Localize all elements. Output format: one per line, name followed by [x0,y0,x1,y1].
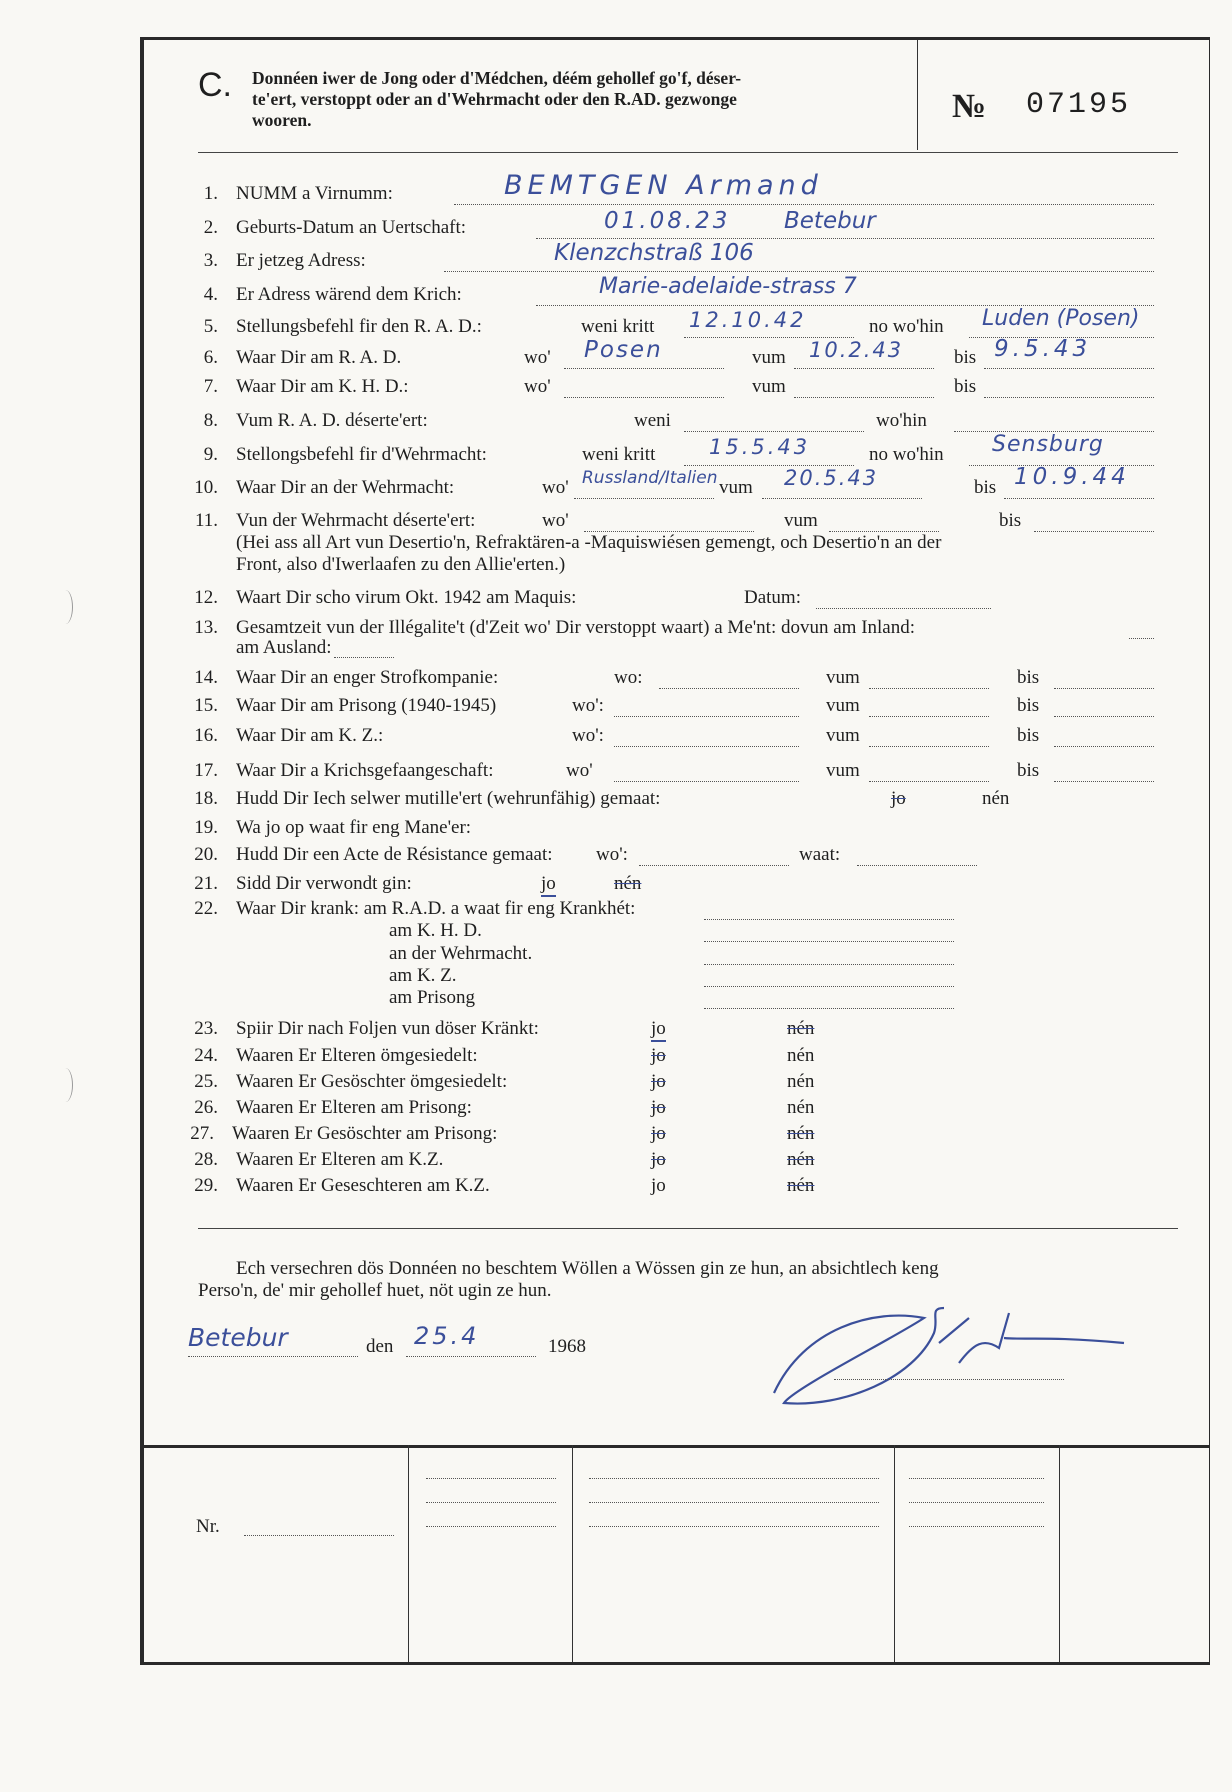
row-29-label: Waaren Er Geseschteren am K.Z. [236,1175,490,1196]
row-14-where-field[interactable] [659,688,799,689]
row-11-label: Vun der Wehrmacht déserte'ert: [236,510,476,531]
signature-date: 25.4 [414,1322,480,1350]
row-28-no[interactable]: nén [787,1149,815,1170]
form-title [252,68,741,131]
row-10-from-label: vum [719,477,753,498]
row-10-to-label: bis [974,477,997,498]
row-10-to-value: 10.9.44 [1014,464,1130,490]
row-10-from-value: 20.5.43 [784,466,879,490]
row-28-label: Waaren Er Elteren am K.Z. [236,1149,444,1170]
row-23-label: Spiir Dir nach Foljen vun döser Kränkt: [236,1018,539,1039]
row-19-label: Wa jo op waat fir eng Mane'er: [236,817,472,838]
row-15-to-label: bis [1017,695,1040,716]
row-14-number: 14. [194,667,218,688]
row-4-label: Er Adress wärend dem Krich: [236,284,462,305]
place-field[interactable] [188,1356,358,1357]
row-1-number: 1. [203,183,218,204]
row-9-label: Stellongsbefehl fir d'Wehrmacht: [236,444,487,465]
row-18-no[interactable]: nén [982,788,1010,809]
row-20-number: 20. [194,844,218,865]
footer-cell-1-line-3 [426,1526,556,1527]
footer-cell-2-line-3 [589,1526,879,1527]
row-16-where-field[interactable] [614,746,799,747]
row-6-where-label: wo' [524,347,551,368]
row-6-to-label: bis [954,347,977,368]
row-13-number: 13. [194,617,218,638]
row-14-to-label: bis [1017,667,1040,688]
row-14-where-label: wo: [614,667,643,688]
row-6-where-value: Posen [584,337,663,363]
row-13-inland-field[interactable] [1129,638,1154,639]
row-17-from-field[interactable] [869,781,989,782]
row-3-value: Klenzchstraß 106 [554,240,754,266]
row-22-khd: am K. H. D. [389,920,482,941]
row-26-number: 26. [194,1097,218,1118]
row-11-to-field[interactable] [1034,531,1154,532]
footer-cell-3-line-3 [909,1526,1044,1527]
row-20-where-label: wo': [596,844,628,865]
row-18-label: Hudd Dir Iech selwer mutille'ert (wehrunfähig) gemaat: [236,788,661,809]
punch-hole-top [58,590,73,624]
row-2-place: Betebur [784,208,876,234]
row-22-rad-field[interactable] [704,919,954,920]
row-17-where-field[interactable] [614,781,799,782]
punch-hole-bottom [58,1068,73,1102]
declaration-line-2: Perso'n, de' mir gehollef huet, nöt ugin ze hun. [198,1280,552,1301]
row-17-to-label: bis [1017,760,1040,781]
row-14-from-label: vum [826,667,860,688]
row-6-label: Waar Dir am R. A. D. [236,347,402,368]
row-9-where-label: no wo'hin [869,444,944,465]
row-12-label: Waart Dir scho virum Okt. 1942 am Maquis: [236,587,577,608]
row-10-label: Waar Dir an der Wehrmacht: [236,477,455,498]
row-6-to-value: 9.5.43 [994,336,1092,362]
row-8-label: Vum R. A. D. déserte'ert: [236,410,428,431]
form-sheet [140,37,1210,1665]
row-7-to-field[interactable] [984,397,1154,398]
row-12-date-field[interactable] [816,608,991,609]
row-14-to-field[interactable] [1054,688,1154,689]
den-label: den [366,1336,394,1357]
row-5-number: 5. [203,316,218,337]
row-2-label: Geburts-Datum an Uertschaft: [236,217,467,238]
row-8-where-label: wo'hin [876,410,927,431]
row-7-where-field[interactable] [564,397,724,398]
row-25-label: Waaren Er Gesöschter ömgesiedelt: [236,1071,508,1092]
row-9-where-value: Sensburg [992,432,1104,457]
row-20-where-field[interactable] [639,865,789,866]
declaration-line-1: Ech versechren dös Donnéen no beschtem Wöllen a Wössen gin ze hun, an absichtlech keng [236,1258,939,1279]
row-4-value: Marie-adelaide-strass 7 [599,274,857,299]
signature-field[interactable] [834,1379,1064,1380]
row-26-no[interactable]: nén [787,1097,815,1118]
footer-rule [144,1445,1209,1448]
title-line-2: te'ert, verstoppt oder an d'Wehrmacht oder den R.AD. gezwonge [252,89,737,109]
row-14-label: Waar Dir an enger Strofkompanie: [236,667,499,688]
row-6-number: 6. [203,347,218,368]
row-20-label: Hudd Dir een Acte de Résistance gemaat: [236,844,553,865]
form-number: 07195 [1026,88,1132,122]
row-22-khd-field[interactable] [704,941,954,942]
row-5-when-value: 12.10.42 [689,308,807,332]
row-22-number: 22. [194,898,218,919]
row-15-label: Waar Dir am Prisong (1940-1945) [236,695,497,716]
row-29-yes[interactable]: jo [651,1175,666,1196]
declaration-rule [198,1228,1178,1229]
row-16-from-field[interactable] [869,746,989,747]
footer-col-2 [572,1445,573,1662]
section-letter: C. [198,66,232,104]
row-20-what-label: waat: [799,844,841,865]
header-rule [198,152,1178,153]
row-28-number: 28. [194,1149,218,1170]
row-21-yes[interactable]: jo [541,873,556,897]
row-22-wehrmacht: an der Wehrmacht. [389,943,533,964]
row-10-number: 10. [194,477,218,498]
row-12-date-label: Datum: [744,587,801,608]
row-29-number: 29. [194,1175,218,1196]
row-25-yes[interactable]: jo [651,1071,666,1092]
signature-place: Betebur [188,1323,288,1352]
row-23-number: 23. [194,1018,218,1039]
row-9-when-label: weni kritt [582,444,656,465]
row-22-label: Waar Dir krank: am R.A.D. a waat fir eng Krankhét: [236,898,636,919]
row-25-no[interactable]: nén [787,1071,815,1092]
row-17-label: Waar Dir a Krichsgefaangeschaft: [236,760,494,781]
row-11-note-line-1: (Hei ass all Art vun Desertio'n, Refraktären-a -Maquiswiésen gemengt, och Desertio'n an der [236,532,942,553]
row-20-what-field[interactable] [857,865,977,866]
row-16-from-label: vum [826,725,860,746]
row-9-number: 9. [203,444,218,465]
row-24-no[interactable]: nén [787,1045,815,1066]
row-1-value: BEMTGEN Armand [504,170,823,201]
row-25-number: 25. [194,1071,218,1092]
row-5-label: Stellungsbefehl fir den R. A. D.: [236,316,482,337]
row-19-number: 19. [194,817,218,838]
footer-col-3 [894,1445,895,1662]
row-3-label: Er jetzeg Adress: [236,250,366,271]
row-11-where-label: wo' [542,510,569,531]
row-27-yes[interactable]: jo [651,1123,666,1144]
row-24-label: Waaren Er Elteren ömgesiedelt: [236,1045,478,1066]
row-12-number: 12. [194,587,218,608]
title-line-1: Donnéen iwer de Jong oder d'Médchen, déém gehollef go'f, déser- [252,68,742,88]
row-23-no[interactable]: nén [787,1018,815,1039]
row-17-from-label: vum [826,760,860,781]
row-7-where-label: wo' [524,376,551,397]
row-6-where-field[interactable] [564,368,724,369]
row-11-note-line-2: Front, also d'Iwerlaafen zu den Allie'erten.) [236,554,566,575]
row-8-number: 8. [203,410,218,431]
row-17-to-field[interactable] [1054,781,1154,782]
row-5-where-label: no wo'hin [869,316,944,337]
row-15-to-field[interactable] [1054,716,1154,717]
row-13-abroad-field[interactable] [334,657,394,658]
row-17-number: 17. [194,760,218,781]
row-28-yes[interactable]: jo [651,1149,666,1170]
row-15-from-field[interactable] [869,716,989,717]
row-22-wehrmacht-field[interactable] [704,964,954,965]
row-1-field[interactable] [454,204,1154,205]
row-15-from-label: vum [826,695,860,716]
footer-cell-3-line-2 [909,1502,1044,1503]
footer-cell-2-line-1 [589,1478,879,1479]
row-16-number: 16. [194,725,218,746]
footer-col-4 [1059,1445,1060,1662]
footer-cell-1-line-1 [426,1478,556,1479]
row-15-where-label: wo': [572,695,604,716]
nr-label: Nr. [196,1516,220,1537]
row-17-where-label: wo' [566,760,593,781]
row-27-label: Waaren Er Gesöschter am Prisong: [232,1123,498,1144]
date-field[interactable] [406,1356,536,1357]
row-15-where-field[interactable] [614,716,799,717]
row-5-when-label: weni kritt [581,316,655,337]
row-26-label: Waaren Er Elteren am Prisong: [236,1097,472,1118]
row-6-from-label: vum [752,347,786,368]
row-2-date: 01.08.23 [604,208,731,234]
row-4-number: 4. [203,284,218,305]
row-5-where-value: Luden (Posen) [982,306,1140,331]
row-6-from-value: 10.2.43 [809,338,904,362]
row-7-label: Waar Dir am K. H. D.: [236,376,409,397]
row-23-yes[interactable]: jo [651,1018,666,1042]
row-26-yes[interactable]: jo [651,1097,666,1118]
row-8-when-field[interactable] [684,431,864,432]
header-divider-vertical [917,40,918,150]
signature-scribble [764,1288,1134,1418]
number-symbol: № [952,88,987,125]
row-16-to-label: bis [1017,725,1040,746]
row-10-where-value: Russland/Italien [582,468,718,488]
row-13-abroad-label: am Ausland: [236,637,332,658]
footer-cell-3-line-1 [909,1478,1044,1479]
row-6-from-field[interactable] [794,368,934,369]
row-8-when-label: weni [634,410,671,431]
row-11-to-label: bis [999,510,1022,531]
row-22-prisong: am Prisong [389,987,476,1008]
row-29-no[interactable]: nén [787,1175,815,1196]
row-10-where-label: wo' [542,477,569,498]
row-16-where-label: wo': [572,725,604,746]
row-9-when-value: 15.5.43 [709,435,811,459]
row-14-from-field[interactable] [869,688,989,689]
row-16-label: Waar Dir am K. Z.: [236,725,384,746]
row-13-label: Gesamtzeit vun der Illégalite't (d'Zeit wo' Dir verstoppt waart) a Me'nt: dovun am Inland: [236,617,916,638]
row-1-label: NUMM a Virnumm: [236,183,393,204]
row-3-field[interactable] [444,271,1154,272]
row-10-from-field[interactable] [762,498,922,499]
footer-cell-1-line-2 [426,1502,556,1503]
row-22-kz: am K. Z. [389,965,457,986]
row-10-where-field[interactable] [574,498,714,499]
row-10-to-field[interactable] [1004,498,1154,499]
title-line-3: wooren. [252,110,312,130]
row-18-number: 18. [194,788,218,809]
row-21-number: 21. [194,873,218,894]
row-15-number: 15. [194,695,218,716]
footer-cell-2-line-2 [589,1502,879,1503]
footer-col-1 [408,1445,409,1662]
nr-field[interactable] [244,1535,394,1536]
row-2-field[interactable] [536,238,1154,239]
row-21-no[interactable]: nén [614,873,642,894]
row-27-no[interactable]: nén [787,1123,815,1144]
row-16-to-field[interactable] [1054,746,1154,747]
row-7-to-label: bis [954,376,977,397]
year-label: 1968 [548,1336,586,1357]
row-7-from-label: vum [752,376,786,397]
row-2-number: 2. [203,217,218,238]
row-7-from-field[interactable] [794,397,934,398]
row-18-yes[interactable]: jo [891,788,906,809]
row-6-to-field[interactable] [984,368,1154,369]
row-27-number: 27. [190,1123,214,1144]
row-3-number: 3. [203,250,218,271]
row-22-kz-field[interactable] [704,986,954,987]
row-11-from-label: vum [784,510,818,531]
row-21-label: Sidd Dir verwondt gin: [236,873,412,894]
row-7-number: 7. [203,376,218,397]
row-22-prisong-field[interactable] [704,1008,954,1009]
row-24-yes[interactable]: jo [651,1045,666,1066]
row-24-number: 24. [194,1045,218,1066]
row-11-number: 11. [194,510,218,531]
